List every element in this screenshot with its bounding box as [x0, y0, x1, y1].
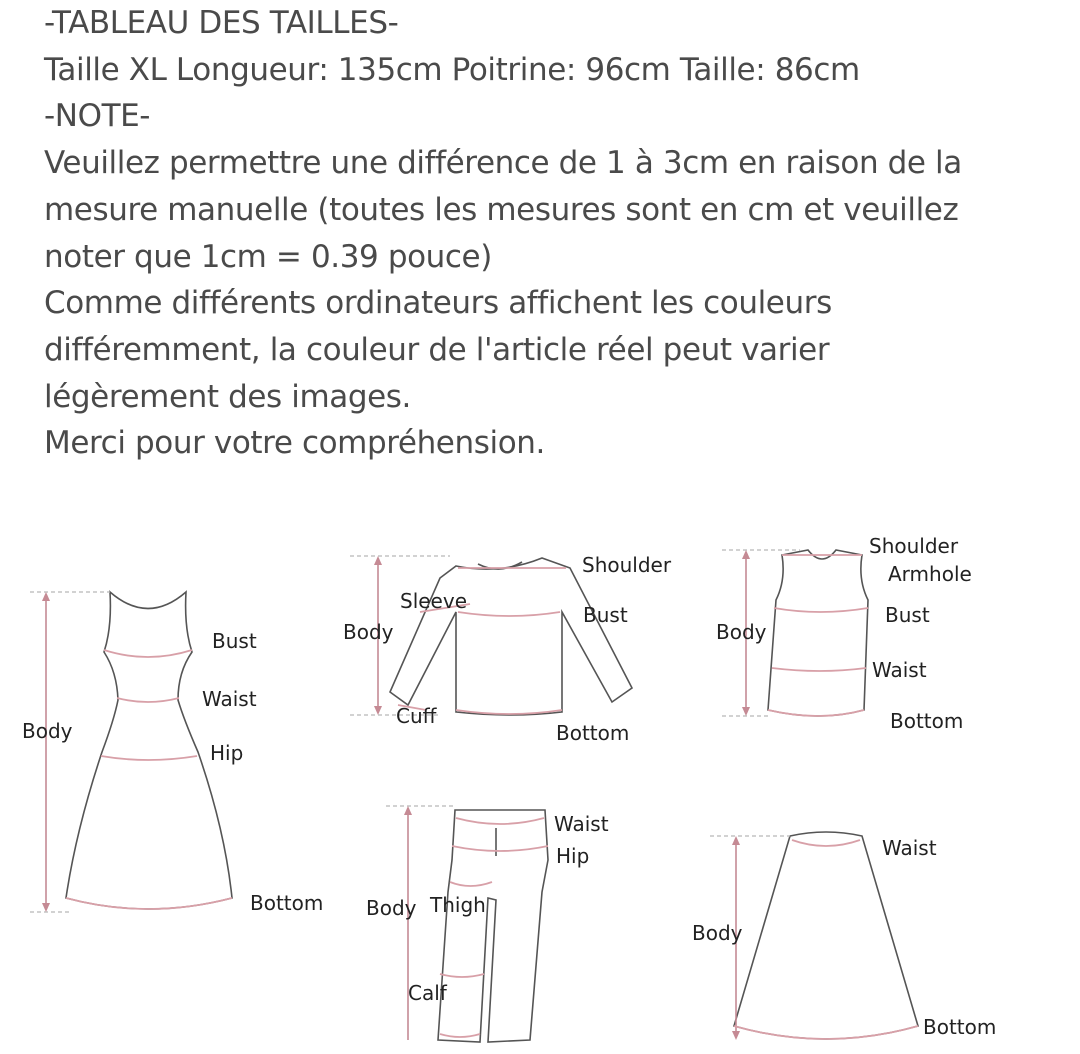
- vest-shoulder-label: Shoulder: [869, 534, 959, 558]
- pants-calf-label: Calf: [408, 981, 447, 1005]
- dress-body-label: Body: [22, 719, 73, 743]
- note-line-6: légèrement des images.: [44, 378, 412, 415]
- note-heading: -NOTE-: [44, 98, 151, 135]
- size-chart-heading: -TABLEAU DES TAILLES-: [44, 5, 399, 41]
- sweater-bust-measure: [458, 612, 560, 616]
- pants-thigh-measure: [450, 882, 492, 886]
- skirt-body-label: Body: [692, 921, 743, 945]
- sweater-body-arrow-top: [374, 556, 382, 565]
- sweater-body-arrow-bottom: [374, 706, 382, 715]
- dress-bust-label: Bust: [212, 629, 257, 653]
- dress-outline: [66, 592, 232, 909]
- skirt-bottom-label: Bottom: [923, 1015, 997, 1039]
- pants-hem-measure: [440, 1034, 480, 1037]
- pants-waist-label: Waist: [554, 812, 609, 836]
- sweater-sleeve-label: Sleeve: [400, 589, 468, 613]
- sweater-shoulder-label: Shoulder: [582, 553, 672, 577]
- dress-bottom-label: Bottom: [250, 891, 324, 915]
- dress-hip-label: Hip: [210, 741, 244, 765]
- pants-body-arrow-top: [404, 806, 412, 815]
- vest-outline: [768, 550, 868, 716]
- dress-hip-measure: [101, 756, 197, 760]
- vest-bust-label: Bust: [885, 603, 930, 627]
- note-line-2: mesure manuelle (toutes les mesures sont en cm et veuillez: [44, 191, 959, 228]
- size-measurements: Taille XL Longueur: 135cm Poitrine: 96cm Taille: 86cm: [44, 51, 860, 88]
- pants-diagram: [366, 806, 609, 1042]
- pants-waist-measure: [456, 818, 544, 824]
- skirt-bottom-measure: [734, 1026, 918, 1039]
- text-block: [44, 0, 1064, 467]
- vest-diagram: [716, 534, 972, 733]
- vest-armhole-label: Armhole: [888, 562, 972, 586]
- vest-bottom-label: Bottom: [890, 709, 964, 733]
- sweater-bust-label: Bust: [583, 603, 628, 627]
- dress-bottom-measure: [66, 898, 232, 909]
- skirt-diagram: [692, 832, 996, 1040]
- skirt-body-arrow-bottom: [732, 1031, 740, 1040]
- skirt-waist-measure: [792, 840, 860, 846]
- note-line-5: différemment, la couleur de l'article réel peut varier: [44, 331, 830, 368]
- dress-waist-label: Waist: [202, 687, 257, 711]
- skirt-waist-label: Waist: [882, 836, 937, 860]
- vest-body-arrow-bottom: [742, 707, 750, 716]
- vest-bottom-measure: [768, 710, 864, 716]
- pants-thigh-label: Thigh: [430, 893, 486, 917]
- dress-bust-measure: [104, 650, 192, 657]
- note-line-4: Comme différents ordinateurs affichent les couleurs: [44, 285, 832, 322]
- measurement-diagrams: [0, 500, 1080, 1054]
- dress-diagram: [22, 592, 323, 915]
- dress-body-arrow-bottom: [42, 903, 50, 912]
- sweater-body-label: Body: [343, 620, 394, 644]
- dress-body-arrow-top: [42, 592, 50, 601]
- pants-hip-measure: [452, 846, 548, 851]
- vest-bust-measure: [774, 608, 868, 612]
- note-line-1: Veuillez permettre une différence de 1 à 3cm en raison de la: [44, 145, 962, 182]
- sweater-outline: [390, 558, 632, 715]
- sweater-bottom-label: Bottom: [556, 721, 630, 745]
- pants-calf-measure: [440, 974, 484, 977]
- vest-waist-label: Waist: [872, 658, 927, 682]
- pants-outline: [438, 810, 548, 1042]
- skirt-body-arrow-top: [732, 836, 740, 845]
- pants-hip-label: Hip: [556, 844, 590, 868]
- vest-body-arrow-top: [742, 550, 750, 559]
- vest-waist-measure: [772, 668, 866, 671]
- note-line-7: Merci pour votre compréhension.: [44, 425, 545, 462]
- sweater-cuff-label: Cuff: [396, 704, 437, 728]
- dress-waist-measure: [117, 698, 179, 702]
- skirt-outline: [734, 832, 918, 1039]
- vest-body-label: Body: [716, 620, 767, 644]
- sweater-diagram: [343, 553, 672, 745]
- note-line-3: noter que 1cm = 0.39 pouce): [44, 238, 492, 275]
- pants-body-label: Body: [366, 896, 417, 920]
